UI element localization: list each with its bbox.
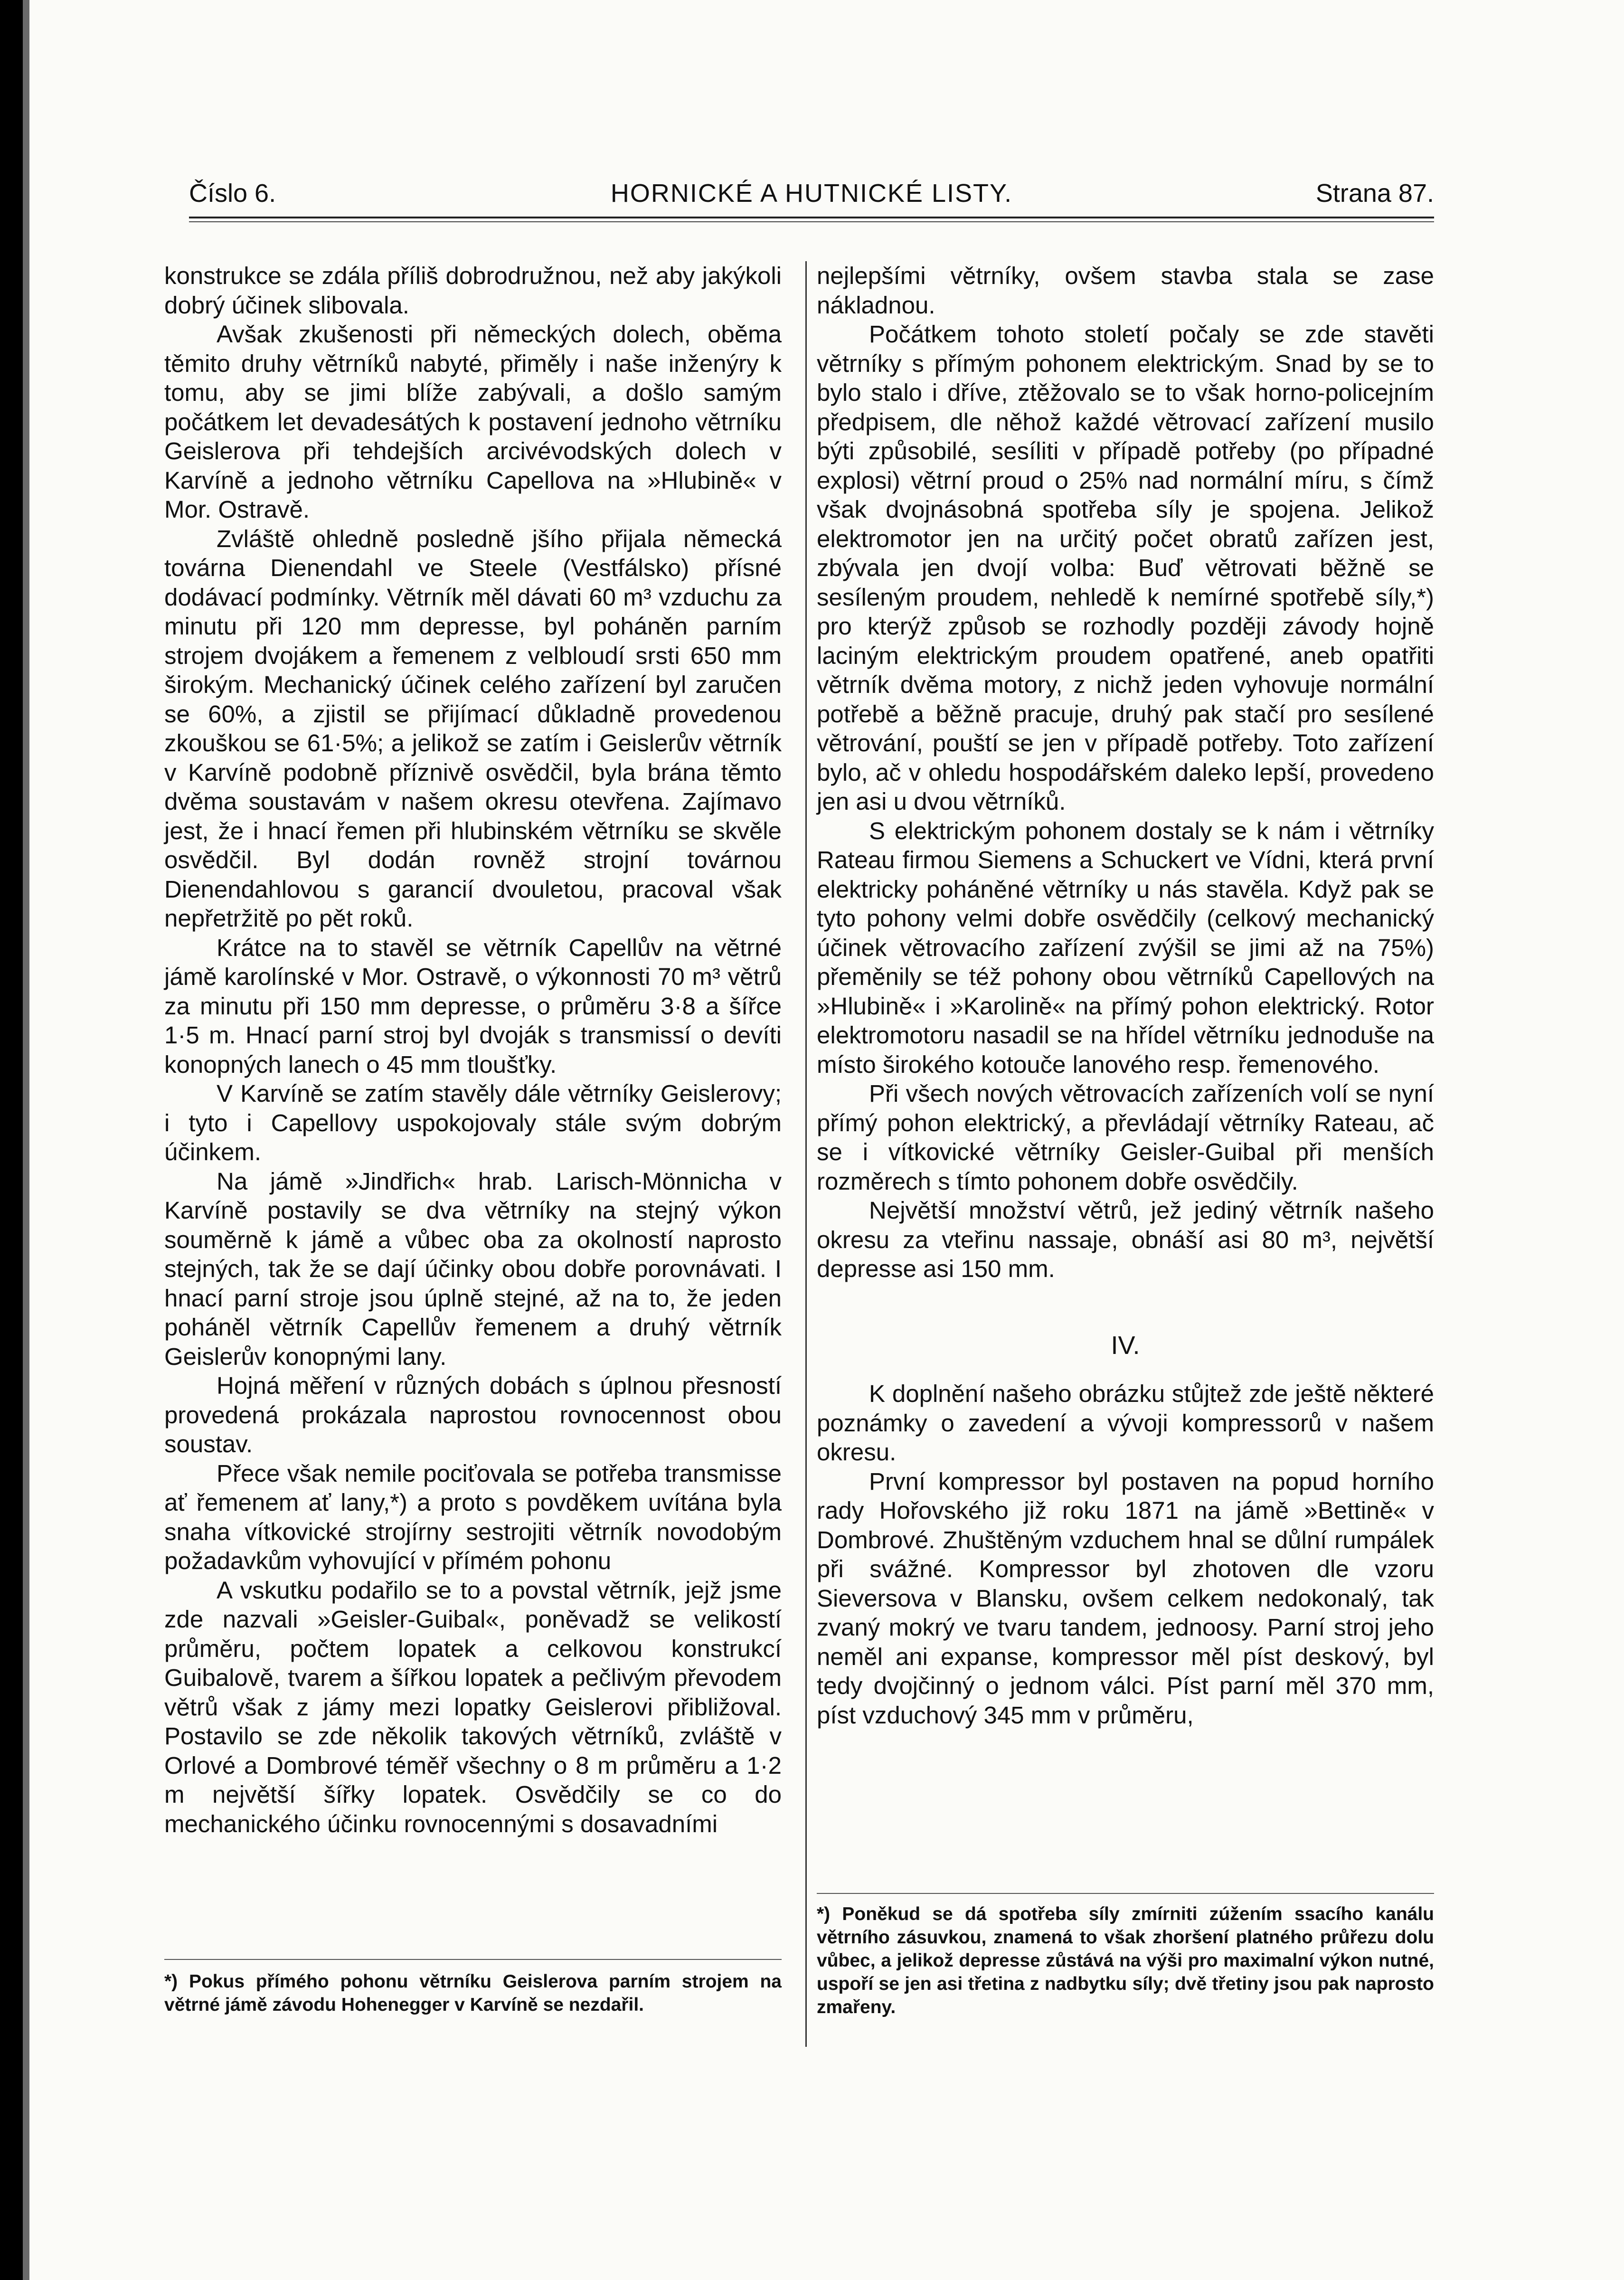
paragraph: S elektrickým pohonem dostaly se k nám i větrníky Rateau firmou Siemens a Schuckert ve Vídni, která první elektricky poháněné větrníky u nás stavěla. Když pak se tyto pohony velmi dobře osvědčily (celkový mechanický účinek větrovacího zařízení zvýšil se jimi až na 75%) přeměnily se též pohony obou větrníků Capellových na »Hlubině« i »Karolině« na přímý pohon elektrický. Rotor elektromotoru nasadil se na hřídel větrníku jednoduše na místo širokého kotouče lanového resp. řemenového. (817, 817, 1434, 1078)
paragraph: Počátkem tohoto století počaly se zde stavěti větrníky s přímým pohonem elektrickým. Snad by se to bylo stalo i dříve, ztěžovalo se to však horno-policejním předpisem, dle něhož každé větrovací zařízení musilo býti způsobilé, sesíliti v případě potřeby (po případné explosi) větrní proud o 25% nad normální míru, s čímž však dvojnásobná spotřeba síly je spojena. Jelikož elektromotor jen na určitý počet obratů zařízen jest, zbývala jen dvojí volba: Buď větrovati běžně se sesíleným proudem, nehledě k nemírné spotřebě síly,*) pro kterýž způsob se rozhodly později závody hojně laciným elektrickým proudem opatřené, aneb opatřiti větrník dvěma motory, z nichž jeden vyhovuje normální potřebě a běžně pracuje, druhý pak stačí pro sesílené větrování, pouští se jen v případě potřeby. Toto zařízení bylo, ač v ohledu hospodářském daleko lepší, provedeno jen asi u dvou větrníků. (817, 321, 1434, 815)
right-column (817, 261, 1434, 1730)
paragraph: Při všech nových větrovacích zařízeních volí se nyní přímý pohon elektrický, a převládají větrníky Rateau, ač se i vítkovické větrníky Geisler-Guibal při menších rozměrech s tímto pohonem dobře osvědčily. (817, 1080, 1434, 1195)
paragraph: nejlepšími větrníky, ovšem stavba stala se zase nákladnou. (817, 262, 1434, 319)
header-rule-thin (189, 221, 1434, 222)
paragraph: konstrukce se zdála příliš dobrodružnou, než aby jakýkoli dobrý účinek slibovala. (164, 262, 782, 319)
footnote-right: *) Poněkud se dá spotřeba síly zmírniti zúžením ssacího kanálu větrního zásuvkou, znamená to však zhoršení platného průřezu dolu vůbec, a jelikož depresse zůstává na výši pro maximalní výkon nutné, uspoří se jen asi třetina z nadbytku síly; dvě třetiny jsou pak naprosto zmařeny. (817, 1904, 1434, 2017)
paragraph: Zvláště ohledně posledně jšího přijala německá továrna Dienendahl ve Steele (Vestfálsko) přísné dodávací podmínky. Větrník měl dávati 60 m³ vzduchu za minutu při 120 mm depresse, byl poháněn parním strojem dvojákem a řemenem z velbloudí srsti 650 mm širokým. Mechanický účinek celého zařízení byl zaručen se 60%, a zjistil se přijímací důkladně provedenou zkouškou se 61·5%; a jelikož se zatím i Geislerův větrník v Karvíně podobně příznivě osvědčil, byla brána těmto dvěma soustavám v našem okresu otevřena. Zajímavo jest, že i hnací řemen při hlubinském větrníku se skvěle osvědčil. Byl dodán rovněž strojní továrnou Dienendahlovou s garancií dvouletou, pracoval však nepřetržitě po pět roků. (164, 525, 782, 932)
paragraph: V Karvíně se zatím stavěly dále větrníky Geislerovy; i tyto i Capellovy uspokojovaly stále svým dobrým účinkem. (164, 1080, 782, 1165)
paragraph: Hojná měření v různých dobách s úplnou přesností provedená prokázala naprostou rovnocennost obou soustav. (164, 1372, 782, 1457)
section-heading: IV. (1111, 1331, 1140, 1360)
running-header (189, 177, 1434, 210)
paragraph: První kompressor byl postaven na popud horního rady Hořovského již roku 1871 na jámě »Bettině« v Dombrové. Zhuštěným vzduchem hnal se důlní rumpálek při svážné. Kompressor byl zhotoven dle vzoru Sieversova v Blansku, ovšem celkem nedokonalý, tak zvaný mokrý ve tvaru tandem, jednoosy. Parní stroj jeho neměl ani expanse, kompressor měl píst deskový, byl tedy dvojčinný o jednom válci. Píst parní měl 370 mm, píst vzduchový 345 mm v průměru, (817, 1467, 1434, 1729)
paragraph: Avšak zkušenosti při německých dolech, oběma těmito druhy větrníků nabyté, přiměly i naše inženýry k tomu, aby se jimi blíže zabývali, a došlo samým počátkem let devadesátých k postavení jednoho větrníku Geislerova při tehdejších arcivévodských dolech v Karvíně a jednoho větrníku Capellova na »Hlubině« v Mor. Ostravě. (164, 321, 782, 523)
paragraph: Největší množství větrů, jež jediný větrník našeho okresu za vteřinu nassaje, obnáší asi 80 m³, největší depresse asi 150 mm. (817, 1197, 1434, 1282)
issue-number: Číslo 6. (189, 179, 276, 208)
paragraph: A vskutku podařilo se to a povstal větrník, jejž jsme zde nazvali »Geisler-Guibal«, poněvadž se velikostí průměru, počtem lopatek a celkovou konstrukcí Guibalově, tvarem a šířkou lopatek a pečlivým převodem větrů však z jámy mezi lopatky Geislerovi přibližoval. Postavilo se zde několik takových větrníků, zvláště v Orlové a Dombrové téměř všechny o 8 m průměru a 1·2 m největší šířky lopatek. Osvědčily se co do mechanického účinku rovnocennými s dosavadními (164, 1576, 782, 1837)
footnote-left: *) Pokus přímého pohonu větrníku Geislerova parním strojem na větrné jámě závodu Hohenegger v Karvíně se nezdařil. (164, 1971, 782, 2015)
footnote-rule (817, 1893, 1434, 1894)
journal-title: HORNICKÉ A HUTNICKÉ LISTY. (610, 179, 1013, 208)
paragraph: Krátce na to stavěl se větrník Capellův na větrné jámě karolínské v Mor. Ostravě, o výkonnosti 70 m³ větrů za minutu při 150 mm depresse, o průměru 3·8 a šířce 1·5 m. Hnací parní stroj byl dvoják s transmissí o devíti konopných lanech o 45 mm tloušťky. (164, 934, 782, 1078)
scan-border (0, 0, 23, 2280)
column-divider (805, 261, 807, 2047)
page-number: Strana 87. (1315, 179, 1434, 208)
page-edge (23, 0, 29, 2280)
paragraph: Přece však nemile pociťovala se potřeba transmisse ať řemenem ať lany,*) a proto s povděkem uvítána byla snaha vítkovické strojírny sestrojiti větrník novodobým požadavkům vyhovující v přímém pohonu (164, 1459, 782, 1574)
paragraph: K doplnění našeho obrázku stůjtež zde ještě některé poznámky o zavedení a vývoji kompressorů v našem okresu. (817, 1380, 1434, 1466)
paragraph: Na jámě »Jindřich« hrab. Larisch-Mönnicha v Karvíně postavily se dva větrníky na stejný výkon souměrně k jámě a vůbec oba za okolností naprosto stejných, tak že se dají účinky obou dobře porovnávati. I hnací parní stroje jsou úplně stejné, až na to, že jeden poháněl větrník Capellův řemenem a druhý větrník Geislerův konopnými lany. (164, 1167, 782, 1370)
header-rule (189, 217, 1434, 218)
left-column (164, 261, 782, 1838)
footnote-rule (164, 1959, 782, 1960)
